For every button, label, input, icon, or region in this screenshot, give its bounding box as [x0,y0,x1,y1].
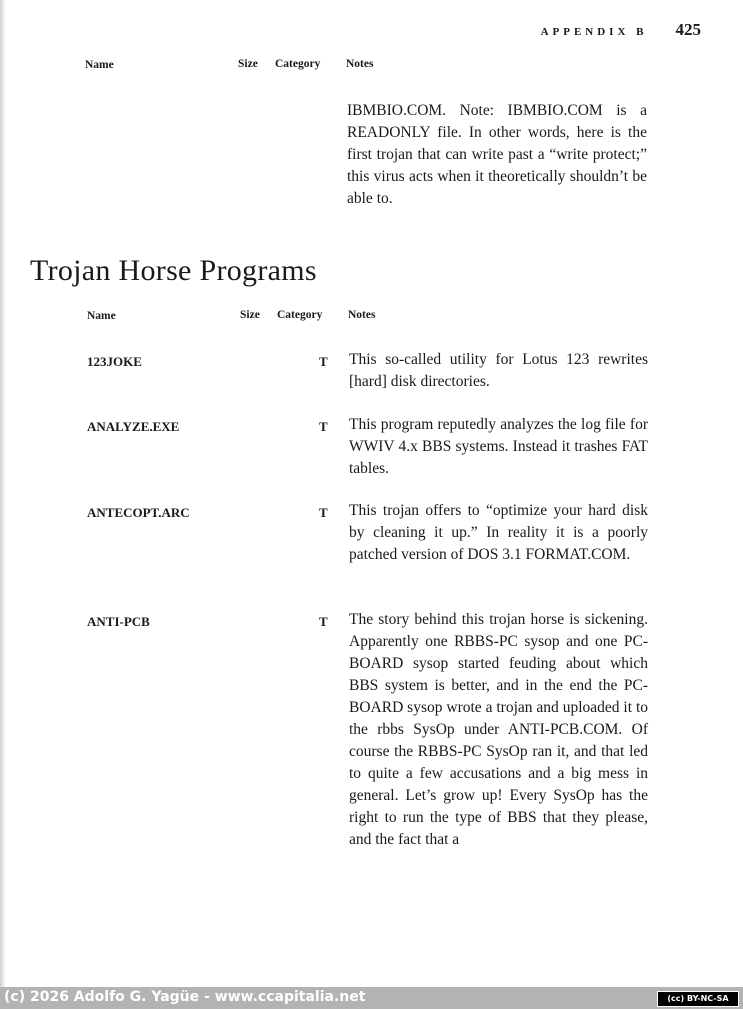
column-header-category: Category [275,58,321,70]
footer-bar [0,987,743,1009]
entry-note: The story behind this trojan horse is sickening. Apparently one RBBS-PC sysop and one PC-BOARD sysop started feuding about which BBS system is better, and in the end the PC-BOARD sysop wrote a trojan and uploaded it to the rbbs SysOp under ANTI-PCB.COM. Of course the RBBS-PC SysOp ran it, and that led to quite a few accusations and a big mess in general. Let’s grow up! Every SysOp has the right to run the type of BBS that they please, and the fact that a [349,611,648,848]
appendix-label: APPENDIX B [540,26,648,38]
continued-note: IBMBIO.COM. Note: IBMBIO.COM is a READONLY file. In other words, here is the first trojan that can write past a “write protect;” this virus acts when it theoretically shouldn’t be able to. [347,102,647,207]
column-header-category: Category [277,309,323,321]
entry-name: ANTI-PCB [87,614,150,629]
cc-license-badge[interactable]: (cc) BY-NC-SA [657,991,739,1007]
entry-note: This so-called utility for Lotus 123 rewrites [hard] disk directories. [349,351,648,390]
column-header-size: Size [240,309,260,321]
entry-name: ANTECOPT.ARC [87,505,190,520]
entry-category: T [319,419,328,434]
running-head [541,20,701,40]
entry-name: ANALYZE.EXE [87,419,180,434]
column-header-notes: Notes [348,309,376,321]
page-edge-shadow [0,0,6,1009]
page-number: 425 [675,20,701,39]
entry-note: This trojan offers to “optimize your hard disk by cleaning it up.” In reality it is a poorly patched version of DOS 3.1 FORMAT.COM. [349,502,648,563]
column-header-notes: Notes [346,58,374,70]
entry-category: T [319,614,328,629]
column-header-size: Size [238,58,258,70]
entry-category: T [319,354,328,369]
column-header-name: Name [85,59,114,71]
entry-category: T [319,505,328,520]
entry-name: 123JOKE [87,354,142,369]
section-title: Trojan Horse Programs [30,254,317,287]
copyright-credit: (c) 2026 Adolfo G. Yagüe - www.ccapitalia.net [4,989,366,1005]
column-header-name: Name [87,310,116,322]
entry-note: This program reputedly analyzes the log file for WWIV 4.x BBS systems. Instead it trashes FAT tables. [349,416,648,477]
